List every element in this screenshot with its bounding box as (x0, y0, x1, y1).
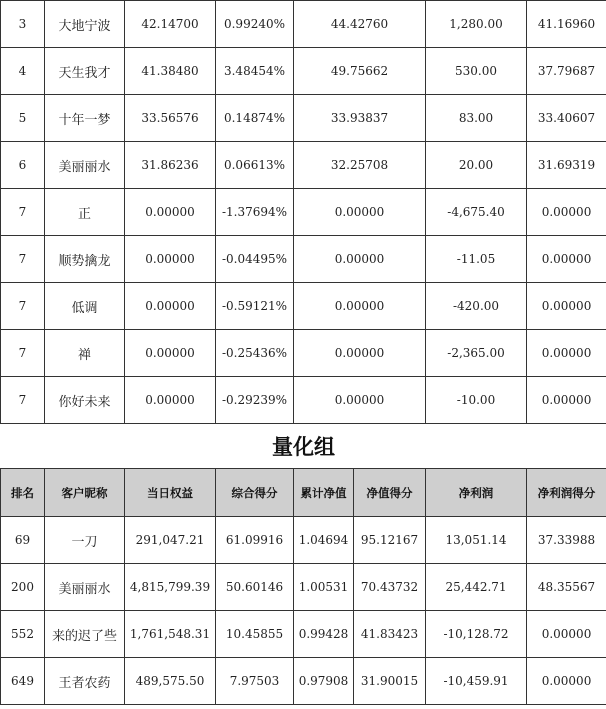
nav-score-cell: 41.83423 (354, 611, 426, 658)
rank-cell: 7 (1, 236, 45, 283)
rank-cell: 7 (1, 330, 45, 377)
rank-cell: 649 (1, 658, 45, 705)
nickname-cell: 顺势擒龙 (45, 236, 125, 283)
score-cell: 0.00000 (527, 330, 606, 377)
value-cell: 44.42760 (294, 1, 426, 48)
value-cell: 42.14700 (125, 1, 216, 48)
percent-cell: 0.14874% (216, 95, 294, 142)
score-cell: 0.00000 (527, 189, 606, 236)
percent-cell: -1.37694% (216, 189, 294, 236)
nickname-cell: 一刀 (45, 517, 125, 564)
score-cell: 0.00000 (527, 283, 606, 330)
total-score-cell: 10.45855 (216, 611, 294, 658)
score-cell: 37.79687 (527, 48, 606, 95)
value-cell: 49.75662 (294, 48, 426, 95)
rank-cell: 69 (1, 517, 45, 564)
rank-cell: 7 (1, 189, 45, 236)
ranking-table-body (1, 1, 606, 705)
score-cell: 0.00000 (527, 377, 606, 424)
score-cell: 41.16960 (527, 1, 606, 48)
profit-cell: -4,675.40 (426, 189, 527, 236)
column-header: 排名 (1, 469, 45, 517)
value-cell: 0.00000 (125, 189, 216, 236)
section-title-row (1, 424, 606, 469)
profit-score-cell: 48.35567 (527, 564, 606, 611)
nickname-cell: 低调 (45, 283, 125, 330)
table-row (1, 95, 606, 142)
nickname-cell: 美丽丽水 (45, 142, 125, 189)
value-cell: 0.00000 (294, 236, 426, 283)
column-header: 累计净值 (294, 469, 354, 517)
profit-score-cell: 0.00000 (527, 611, 606, 658)
value-cell: 0.00000 (125, 283, 216, 330)
value-cell: 32.25708 (294, 142, 426, 189)
percent-cell: 3.48454% (216, 48, 294, 95)
table-row (1, 283, 606, 330)
profit-cell: 530.00 (426, 48, 527, 95)
profit-cell: -10,459.91 (426, 658, 527, 705)
nav-score-cell: 70.43732 (354, 564, 426, 611)
value-cell: 0.00000 (294, 377, 426, 424)
profit-cell: -2,365.00 (426, 330, 527, 377)
profit-score-cell: 0.00000 (527, 658, 606, 705)
table-row (1, 1, 606, 48)
nickname-cell: 你好未来 (45, 377, 125, 424)
value-cell: 41.38480 (125, 48, 216, 95)
nickname-cell: 王者农药 (45, 658, 125, 705)
nav-score-cell: 31.90015 (354, 658, 426, 705)
table-row (1, 377, 606, 424)
nickname-cell: 正 (45, 189, 125, 236)
table-row (1, 517, 606, 564)
total-score-cell: 61.09916 (216, 517, 294, 564)
rank-cell: 4 (1, 48, 45, 95)
table-row (1, 236, 606, 283)
profit-cell: 20.00 (426, 142, 527, 189)
value-cell: 33.93837 (294, 95, 426, 142)
score-cell: 33.40607 (527, 95, 606, 142)
rank-cell: 552 (1, 611, 45, 658)
percent-cell: -0.25436% (216, 330, 294, 377)
table-row (1, 142, 606, 189)
total-score-cell: 50.60146 (216, 564, 294, 611)
value-cell: 0.00000 (294, 330, 426, 377)
column-header: 净值得分 (354, 469, 426, 517)
column-header: 净利润 (426, 469, 527, 517)
profit-score-cell: 37.33988 (527, 517, 606, 564)
percent-cell: -0.29239% (216, 377, 294, 424)
table-row (1, 564, 606, 611)
nickname-cell: 禅 (45, 330, 125, 377)
nav-cell: 1.04694 (294, 517, 354, 564)
profit-cell: -10,128.72 (426, 611, 527, 658)
rank-cell: 6 (1, 142, 45, 189)
profit-cell: -420.00 (426, 283, 527, 330)
nickname-cell: 来的迟了些 (45, 611, 125, 658)
column-header: 当日权益 (125, 469, 216, 517)
score-cell: 0.00000 (527, 236, 606, 283)
percent-cell: -0.59121% (216, 283, 294, 330)
equity-cell: 489,575.50 (125, 658, 216, 705)
percent-cell: 0.06613% (216, 142, 294, 189)
value-cell: 0.00000 (125, 330, 216, 377)
equity-cell: 4,815,799.39 (125, 564, 216, 611)
rank-cell: 5 (1, 95, 45, 142)
profit-cell: 83.00 (426, 95, 527, 142)
rank-cell: 200 (1, 564, 45, 611)
total-score-cell: 7.97503 (216, 658, 294, 705)
column-header: 客户昵称 (45, 469, 125, 517)
value-cell: 31.86236 (125, 142, 216, 189)
nickname-cell: 美丽丽水 (45, 564, 125, 611)
table-row (1, 330, 606, 377)
table-row (1, 611, 606, 658)
percent-cell: 0.99240% (216, 1, 294, 48)
profit-cell: 1,280.00 (426, 1, 527, 48)
header-row (1, 469, 606, 517)
column-header: 综合得分 (216, 469, 294, 517)
profit-cell: -10.00 (426, 377, 527, 424)
rank-cell: 7 (1, 283, 45, 330)
column-header: 净利润得分 (527, 469, 606, 517)
value-cell: 33.56576 (125, 95, 216, 142)
nickname-cell: 天生我才 (45, 48, 125, 95)
value-cell: 0.00000 (294, 189, 426, 236)
nav-cell: 0.97908 (294, 658, 354, 705)
rank-cell: 7 (1, 377, 45, 424)
section-title: 量化组 (1, 424, 606, 469)
value-cell: 0.00000 (125, 236, 216, 283)
nav-cell: 0.99428 (294, 611, 354, 658)
equity-cell: 1,761,548.31 (125, 611, 216, 658)
nickname-cell: 大地宁波 (45, 1, 125, 48)
table-row (1, 189, 606, 236)
nickname-cell: 十年一梦 (45, 95, 125, 142)
percent-cell: -0.04495% (216, 236, 294, 283)
rank-cell: 3 (1, 1, 45, 48)
profit-cell: -11.05 (426, 236, 527, 283)
nav-cell: 1.00531 (294, 564, 354, 611)
score-cell: 31.69319 (527, 142, 606, 189)
value-cell: 0.00000 (125, 377, 216, 424)
profit-cell: 13,051.14 (426, 517, 527, 564)
nav-score-cell: 95.12167 (354, 517, 426, 564)
equity-cell: 291,047.21 (125, 517, 216, 564)
table-row (1, 658, 606, 705)
value-cell: 0.00000 (294, 283, 426, 330)
profit-cell: 25,442.71 (426, 564, 527, 611)
table-row (1, 48, 606, 95)
